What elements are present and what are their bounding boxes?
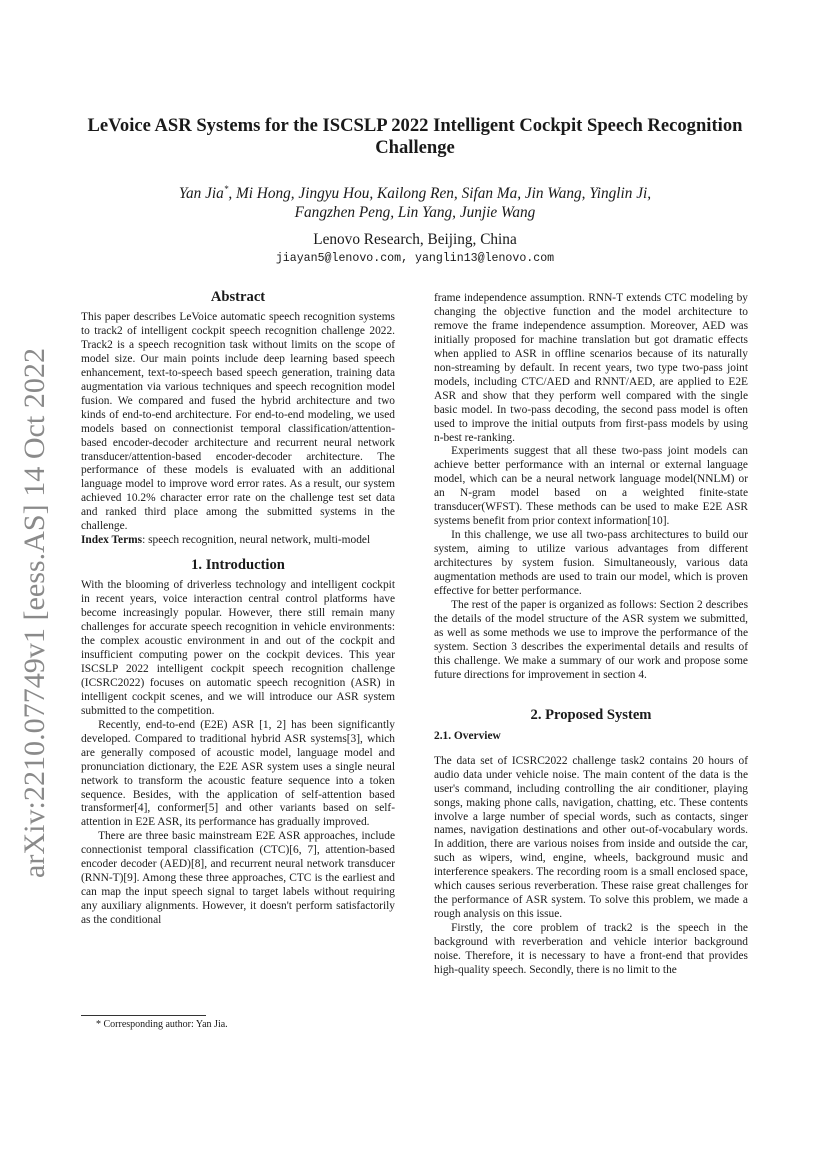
intro-paragraph-3: There are three basic mainstream E2E ASR approaches, include connectionist temporal classification (CTC)[6, 7], attention-based encoder decoder (AED)[8], and recurrent neural network transducer (RNN-T)[9]. Among these three approaches, CTC is the earliest and can map the input speech signal to target labels without requiring any auxiliary alignments. However, it doesn't perform satisfactorily as the conditional: [81, 830, 395, 927]
intro-paragraph-2: Recently, end-to-end (E2E) ASR [1, 2] has been significantly developed. Compared to traditional hybrid ASR systems[3], which are generally composed of acoustic model, language model and pronunciation dictionary, the E2E ASR system uses a single neural network to transform the acoustic feature sequence into a token sequence. Besides, with the application of self-attention based transformer[4], conformer[5] and other variants based on self-attention in E2E ASR, its performance has gradually improved.: [81, 718, 395, 829]
affiliation: Lenovo Research, Beijing, China: [313, 231, 517, 248]
left-column: [81, 289, 395, 928]
proposed-system-heading: 2. Proposed System: [530, 706, 652, 723]
footnote: * Corresponding author: Yan Jia.: [96, 1019, 228, 1030]
author-list: [95, 180, 735, 222]
index-terms-text: : speech recognition, neural network, multi-model: [142, 534, 371, 547]
author-emails: jiayan5@lenovo.com, yanglin13@lenovo.com: [275, 252, 555, 265]
overview-subheading: 2.1. Overview: [434, 729, 501, 742]
index-terms-label: Index Terms: [81, 534, 143, 547]
right-column: [434, 292, 748, 978]
overview-paragraph-2: Firstly, the core problem of track2 is the speech in the background with reverberation and vehicle interior background noise. Therefore, it is necessary to have a front-end that provides high-quality speech. Secondly, there is no limit to the: [434, 922, 748, 976]
authors-line-2: Fangzhen Peng, Lin Yang, Junjie Wang: [294, 203, 536, 221]
authors-line-1: , Mi Hong, Jingyu Hou, Kailong Ren, Sifan Ma, Jin Wang, Yinglin Ji,: [228, 185, 652, 203]
introduction-heading: 1. Introduction: [191, 557, 285, 574]
paper-title: LeVoice ASR Systems for the ISCSLP 2022 Intelligent Cockpit Speech Recognition Challenge: [87, 115, 743, 158]
index-terms: [81, 534, 395, 548]
intro-paragraph-6: In this challenge, we use all two-pass architectures to build our system, aiming to utilize various advantages from different architectures by system fusion. Simultaneously, various data augmentation methods are used to train our model, which is proven effective for better performance.: [434, 529, 748, 598]
corresponding-mark: *: [223, 184, 229, 194]
arxiv-identifier-stamp: [14, 345, 52, 880]
abstract-text: This paper describes LeVoice automatic speech recognition systems to track2 of intelligent cockpit speech recognition challenge 2022. Track2 is a speech recognition task without limits on the scope of model size. Our main points include deep learning based speech enhancement, text-to-speech based speech generation, training data augmentation via various techniques and speech recognition model fusion. We compared and fused the hybrid architecture and two kinds of end-to-end architecture. For end-to-end modeling, we used models based on connectionist temporal classification/attention-based encoder-decoder architecture and recurrent neural network transducer/attention-based encoder-decoder architecture. The performance of these models is evaluated with an additional language model to improve word error rates. As a result, our system achieved 10.2% character error rate on the challenge test set data and ranked third place among the submitted systems in the challenge.: [81, 311, 395, 533]
intro-paragraph-4: frame independence assumption. RNN-T extends CTC modeling by changing the objective function and the model architecture to remove the frame independence assumption. Moreover, AED was initially proposed for machine translation but got dramatic effects when applied to ASR in offline scenarios because of its naturally non-streaming by default. In recent years, two type two-pass joint models, including CTC/AED and RNNT/AED, are applied to E2E ASR and show that they perform well compared with the single basic model. In two-pass decoding, the second pass model is often used to improve the initial outputs from first-pass models by using n-best re-ranking.: [434, 292, 748, 444]
abstract-heading: Abstract: [210, 289, 266, 305]
intro-paragraph-1: With the blooming of driverless technology and intelligent cockpit in recent years, voice interaction central control platforms have become increasingly popular. However, there still remain many challenges for accurate speech recognition in vehicle environments: the complex acoustic environment in and out of the cockpit and insufficient computing power on the cockpit devices. This year ISCSLP 2022 intelligent cockpit speech recognition challenge (ICSRC2022) focuses on automatic speech recognition (ASR) in intelligent cockpit scenes, and we will introduce our ASR system submitted to the competition.: [81, 579, 395, 717]
overview-paragraph-1: The data set of ICSRC2022 challenge task2 contains 20 hours of audio data under vehicle noise. The main content of the data is the user's command, including controlling the air conditioner, playing songs, making phone calls, navigation, chatting, etc. These contents involve a large number of special words, such as contacts, singer names, navigation destinations and other out-of-vocabulary words. In addition, there are various noises from inside and outside the car, such as wipers, wind, engine, wheels, background music and interference speakers. The recording room is a small enclosed space, which causes serious reverberation. These raise great challenges for the performance of ASR system. To solve this problem, we made a rough analysis on this issue.: [434, 754, 748, 921]
first-author: Yan Jia: [178, 185, 224, 203]
intro-paragraph-5: Experiments suggest that all these two-pass joint models can achieve better performance with an internal or external language model, which can be a neural network language model(NNLM) or an N-gram model based on a weighted finite-state transducer(WFST). These methods can be used to make E2E ASR systems benefit from prior context information[10].: [434, 445, 748, 528]
footnote-rule: [81, 1015, 206, 1016]
arxiv-stamp-text: arXiv:2210.07749v1 [eess.AS] 14 Oct 2022: [19, 358, 51, 878]
intro-paragraph-7: The rest of the paper is organized as follows: Section 2 describes the details of the model structure of the ASR system we submitted, as well as some methods we use to improve the performance of the system. Section 3 describes the experimental details and results of this challenge. We make a summary of our work and propose some future directions for improvement in section 4.: [434, 598, 748, 681]
